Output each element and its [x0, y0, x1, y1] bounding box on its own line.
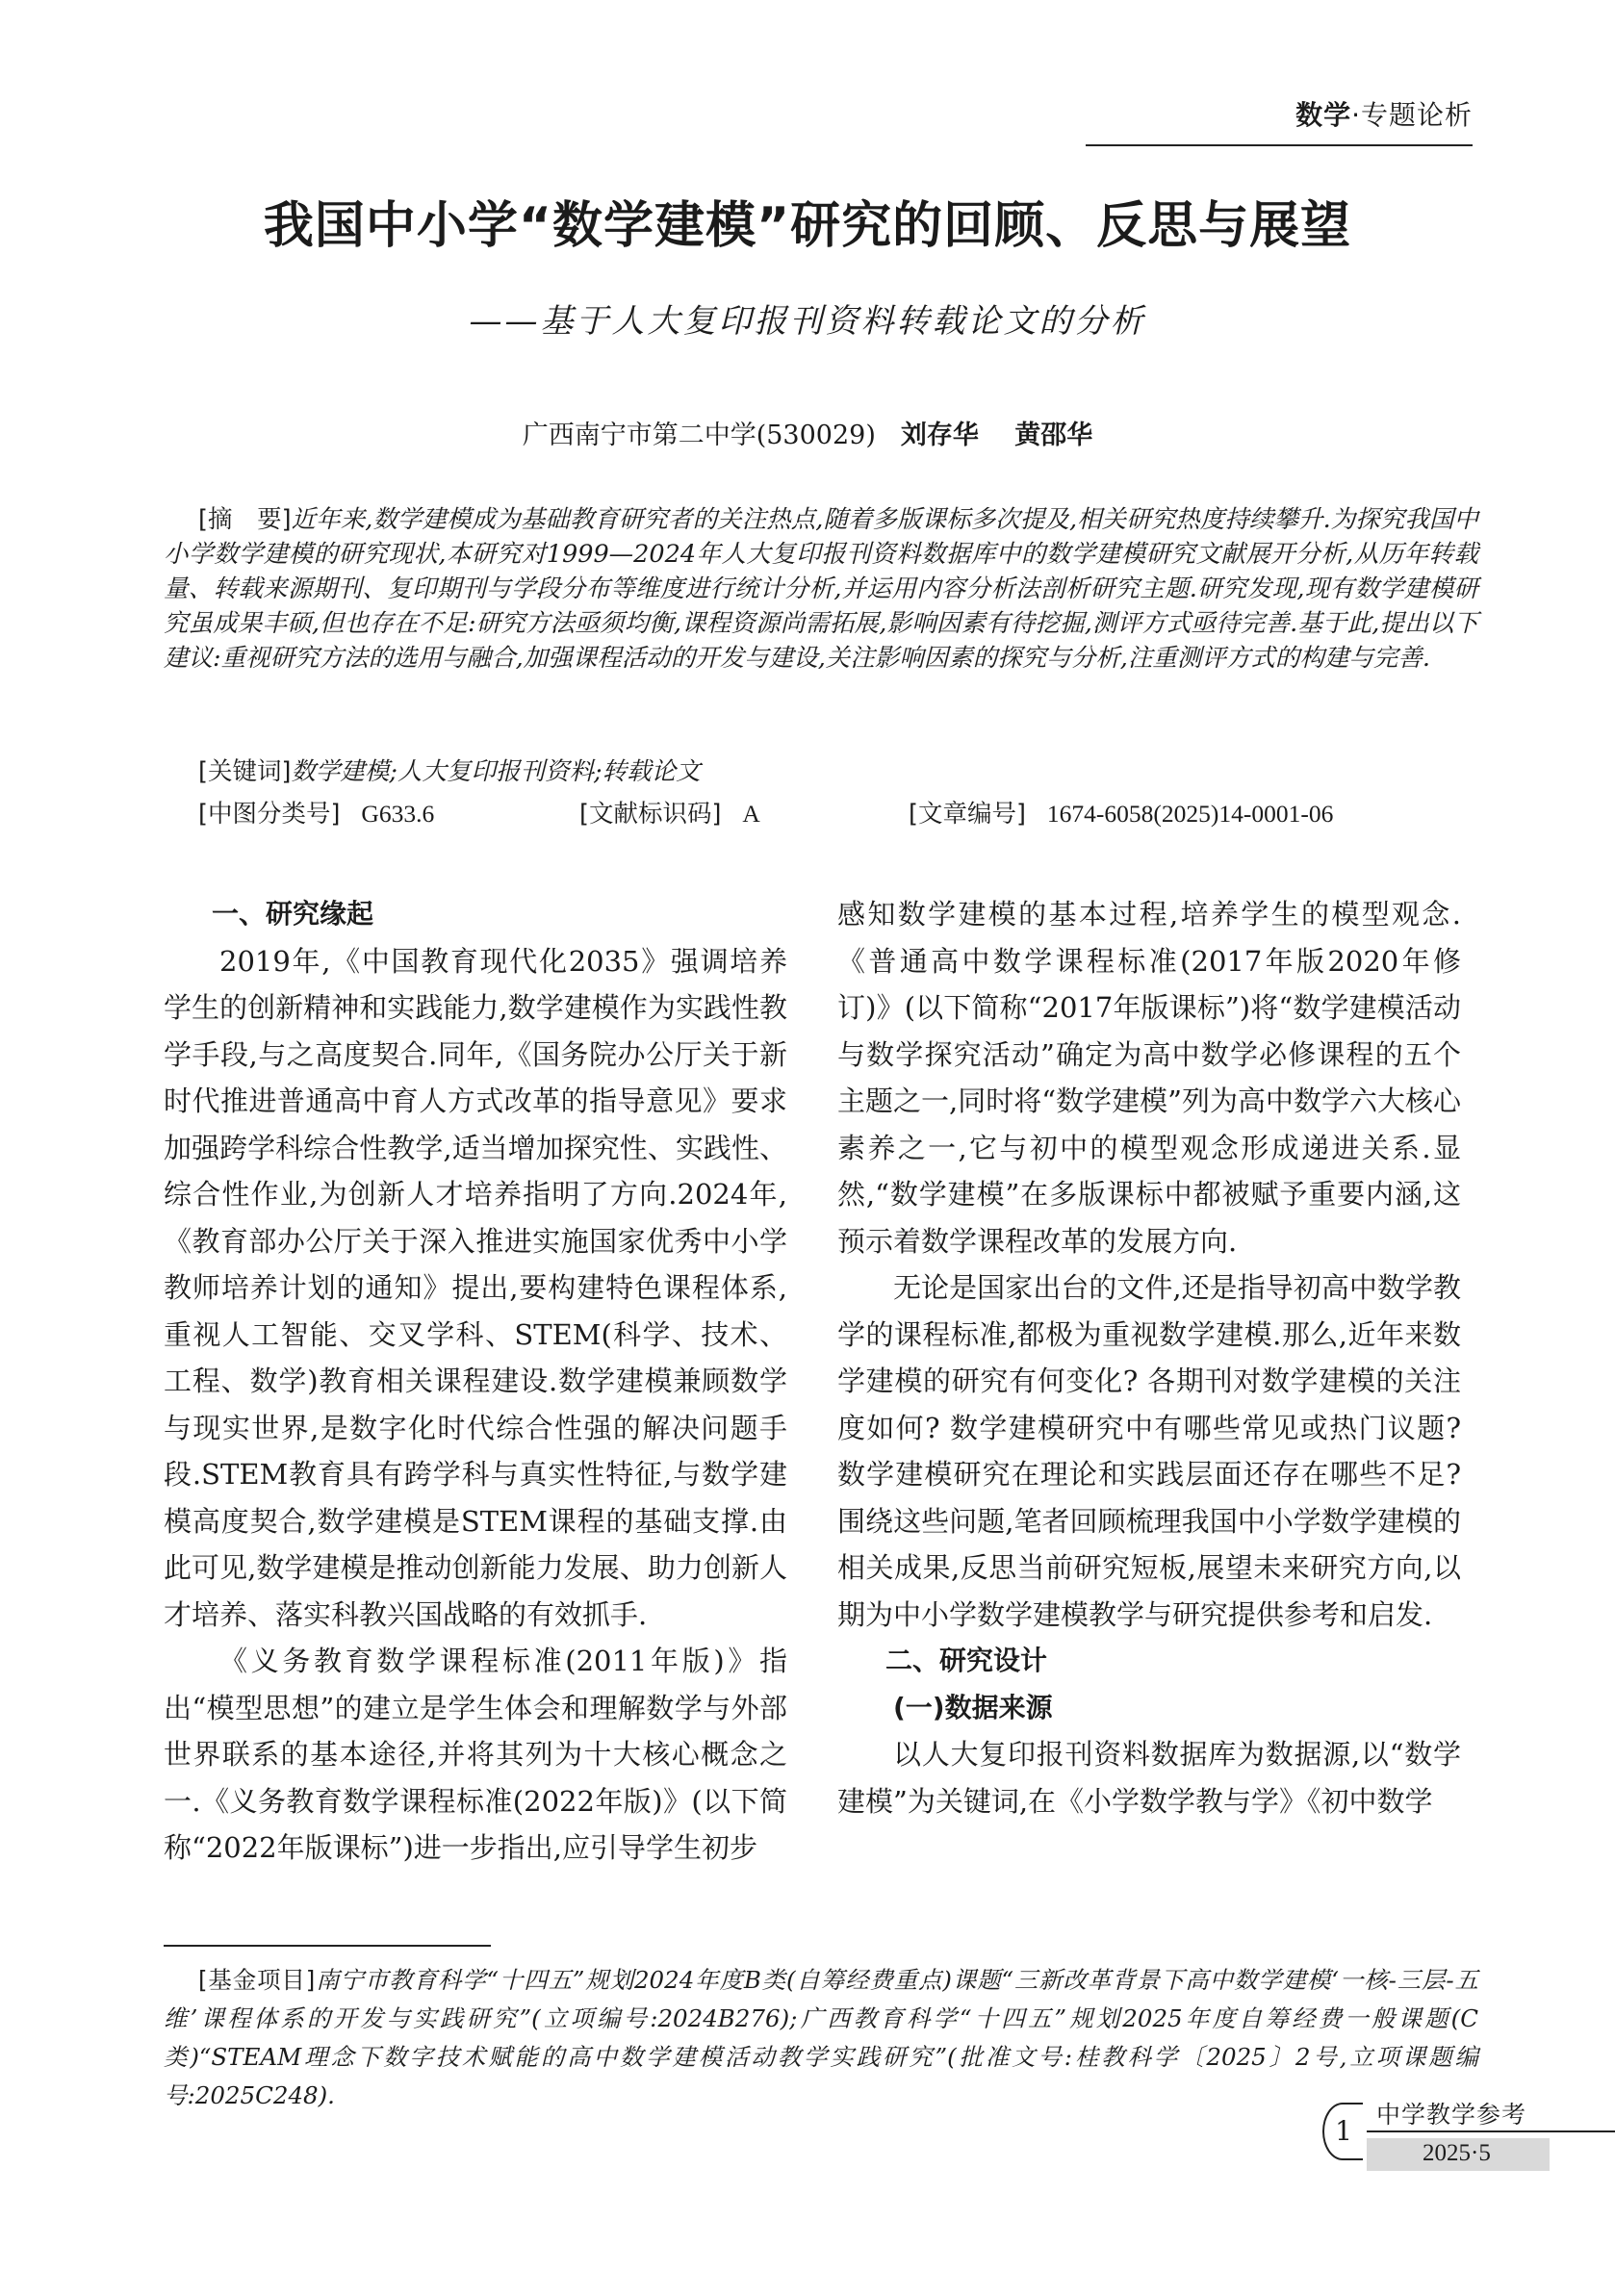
abstract [164, 502, 1478, 676]
footnote-rule [164, 1945, 491, 1947]
body-paragraph: 以人大复印报刊资料数据库为数据源,以“数学建模”为关键词,在《小学数学教与学》《初中数学 [837, 1738, 1461, 1818]
journal-name: 中学教学参考 [1376, 2101, 1527, 2129]
issue-number: 2025·5 [1423, 2140, 1491, 2166]
body-paragraph: 2019年,《中国教育现代化2035》强调培养学生的创新精神和实践能力,数学建模作为实践性教学手段,与之高度契合.同年,《国务院办公厅关于新时代推进普通高中育人方式改革的指导意见》要求加强跨学科综合性教学,适当增加探究性、实践性、综合性作业,为创新人才培养指明了方向.2024年,《教育部办公厅关于深入推进实施国家优秀中小学教师培养计划的通知》提出,要构建特色课程体系,重视人工智能、交叉学科、STEM(科学、技术、工程、数学)教育相关课程建设.数学建模兼顾数学与现实世界,是数字化时代综合性强的解决问题手段.STEM教育具有跨学科与真实性特征,与数学建模高度契合,数学建模是STEM课程的基础支撑.由此可见,数学建模是推动创新能力发展、助力创新人才培养、落实科教兴国战略的有效抓手. [164, 944, 787, 1631]
author-names: 刘存华 黄邵华 [900, 421, 1093, 450]
article-no-cell [909, 795, 1333, 829]
clc-cell [198, 795, 434, 829]
clc-label: [中图分类号] [198, 800, 341, 829]
article-title: 我国中小学“数学建模”研究的回顾、反思与展望 [263, 197, 1352, 255]
header-rule [1086, 144, 1473, 146]
body-column-left [164, 891, 787, 1872]
body-column-right [837, 891, 1461, 1824]
column-subname: 专题论析 [1360, 99, 1473, 131]
author-line [0, 414, 1615, 451]
column-separator: · [1351, 99, 1361, 131]
article-no-label: [文章编号] [909, 800, 1026, 829]
article-subtitle: ——基于人大复印报刊资料转载论文的分析 [469, 302, 1146, 341]
doc-code-cell [579, 795, 760, 829]
column-header [1295, 94, 1473, 133]
footnote [164, 1961, 1478, 2115]
body-paragraph-continued: 感知数学建模的基本过程,培养学生的模型观念.《普通高中数学课程标准(2017年版2020年修订)》(以下简称“2017年版课标”)将“数学建模活动与数学探究活动”确定为高中数学必修课程的五个主题之一,同时将“数学建模”列为高中数学六大核心素养之一,它与初中的模型观念形成递进关系.显然,“数学建模”在多版课标中都被赋予重要内涵,这预示着数学课程改革的发展方向. [837, 898, 1461, 1258]
keywords-text: 数学建模;人大复印报刊资料;转载论文 [291, 757, 701, 786]
abstract-label: [摘 要] [198, 505, 292, 534]
subsection-heading: (一)数据来源 [893, 1691, 1053, 1723]
keywords [198, 753, 701, 787]
body-paragraph: 无论是国家出台的文件,还是指导初高中数学教学的课程标准,都极为重视数学建模.那么,近年来数学建模的研究有何变化? 各期刊对数学建模的关注度如何? 数学建模研究中有哪些常见或热门议题? 数学建模研究在理论和实践层面还存在哪些不足? 围绕这些问题,笔者回顾梳理我国中小学数学建模的相关成果,反思当前研究短板,展望未来研究方向,以期为中小学数学建模教学与研究提供参考和启发. [837, 1271, 1461, 1631]
section-heading: 一、研究缘起 [212, 898, 374, 930]
keywords-label: [关键词] [198, 757, 292, 786]
footnote-text: 南宁市教育科学“十四五”规划2024年度B类(自筹经费重点)课题“三新改革背景下高中数学建模‘一核-三层-五维’课程体系的开发与实践研究”(立项编号:2024B276);广西教育科学“十四五”规划2025年度自筹经费一般课题(C类)“STEAM理念下数字技术赋能的高中数学建模活动教学实践研究”(批准文号:桂教科学〔2025〕2号,立项课题编号:2025C248). [164, 1966, 1478, 2109]
footnote-label: [基金项目] [198, 1966, 316, 1994]
clc-value: G633.6 [361, 800, 435, 828]
journal-rule [1367, 2130, 1615, 2132]
article-no-value: 1674-6058(2025)14-0001-06 [1046, 800, 1334, 828]
classification-row [198, 795, 1478, 829]
doc-code-value: A [742, 800, 760, 828]
column-name: 数学 [1295, 99, 1352, 131]
affiliation: 广西南宁市第二中学(530029) [522, 421, 876, 450]
doc-code-label: [文献标识码] [579, 800, 722, 829]
page-number: 1 [1322, 2103, 1363, 2160]
abstract-text: 近年来,数学建模成为基础教育研究者的关注热点,随着多版课标多次提及,相关研究热度持续攀升.为探究我国中小学数学建模的研究现状,本研究对1999—2024年人大复印报刊资料数据库中的数学建模研究文献展开分析,从历年转载量、转载来源期刊、复印期刊与学段分布等维度进行统计分析,并运用内容分析法剖析研究主题.研究发现,现有数学建模研究虽成果丰硕,但也存在不足:研究方法亟须均衡,课程资源尚需拓展,影响因素有待挖掘,测评方式亟待完善.基于此,提出以下建议:重视研究方法的选用与融合,加强课程活动的开发与建设,关注影响因素的探究与分析,注重测评方式的构建与完善. [164, 505, 1478, 673]
section-heading: 二、研究设计 [885, 1645, 1048, 1676]
body-paragraph: 《义务教育数学课程标准(2011年版)》指出“模型思想”的建立是学生体会和理解数学与外部世界联系的基本途径,并将其列为十大核心概念之一.《义务教育数学课程标准(2022年版)》(以下简称“2022年版课标”)进一步指出,应引导学生初步 [164, 1645, 787, 1864]
